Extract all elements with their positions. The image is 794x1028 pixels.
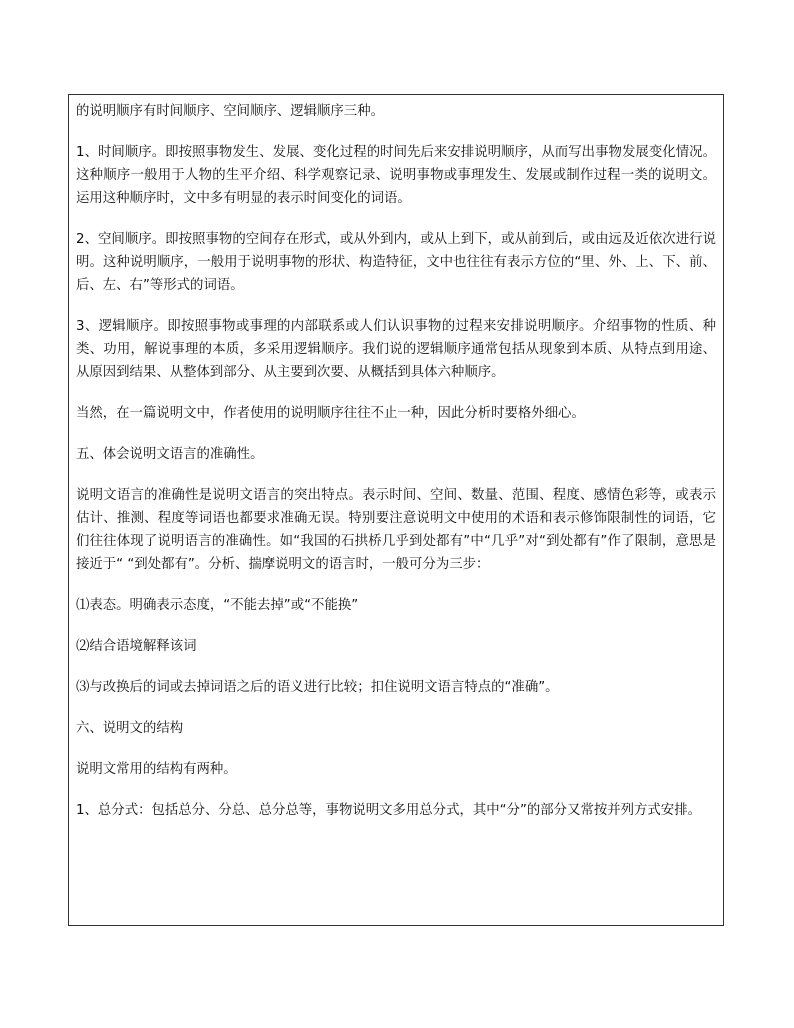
paragraph-logic-order: 3、逻辑顺序。即按照事物或事理的内部联系或人们认识事物的过程来安排说明顺序。介绍事物的性质、种类、功用，解说事理的本质，多采用逻辑顺序。我们说的逻辑顺序通常包括从现象到本质、从特点到用途、从原因到结果、从整体到部分、从主要到次要、从概括到具体六种顺序。 xyxy=(76,319,716,380)
paragraph-time-order: 1、时间顺序。即按照事物发生、发展、变化过程的时间先后来安排说明顺序，从而写出事物发展变化情况。这种顺序一般用于人物的生平介绍、科学观察记录、说明事物或事理发生、发展或制作过程一类的说明文。运用这种顺序时，文中多有明显的表示时间变化的词语。 xyxy=(76,145,716,206)
section-heading-language-accuracy: 五、体会说明文语言的准确性。 xyxy=(76,447,264,462)
paragraph-language-accuracy: 说明文语言的准确性是说明文语言的突出特点。表示时间、空间、数量、范围、程度、感情色彩等，或表示估计、推测、程度等词语也都要求准确无误。特别要注意说明文中使用的术语和表示修饰限制性的词语，它们往往体现了说明语言的准确性。如“我国的石拱桥几乎到处都有”中“几乎”对“到处都有”作了限制，意思是接近于“ “到处都有”。分析、揣摩说明文的语言时，一般可分为三步： xyxy=(76,488,716,572)
paragraph-space-order: 2、空间顺序。即按照事物的空间存在形式，或从外到内，或从上到下，或从前到后，或由远及近依次进行说明。这种说明顺序，一般用于说明事物的形状、构造特征，文中也往往有表示方位的“里、外、上、下、前、后、左、右”等形式的词语。 xyxy=(76,232,716,293)
step-one: ⑴表态。明确表示态度，“不能去掉”或“不能换” xyxy=(76,598,359,613)
paragraph-total-structure: 1、总分式：包括总分、分总、总分总等，事物说明文多用总分式，其中“分”的部分又常按并列方式安排。 xyxy=(76,803,701,818)
step-three: ⑶与改换后的词或去掉词语之后的语义进行比较；扣住说明文语言特点的“准确”。 xyxy=(76,680,559,695)
paragraph-order-note: 当然，在一篇说明文中，作者使用的说明顺序往往不止一种，因此分析时要格外细心。 xyxy=(76,406,585,421)
step-two: ⑵结合语境解释该词 xyxy=(76,639,197,654)
paragraph-order-types: 的说明顺序有时间顺序、空间顺序、逻辑顺序三种。 xyxy=(76,104,384,119)
section-heading-structure: 六、说明文的结构 xyxy=(76,721,184,736)
document-body xyxy=(76,100,716,840)
paragraph-structure-intro: 说明文常用的结构有两种。 xyxy=(76,762,237,777)
